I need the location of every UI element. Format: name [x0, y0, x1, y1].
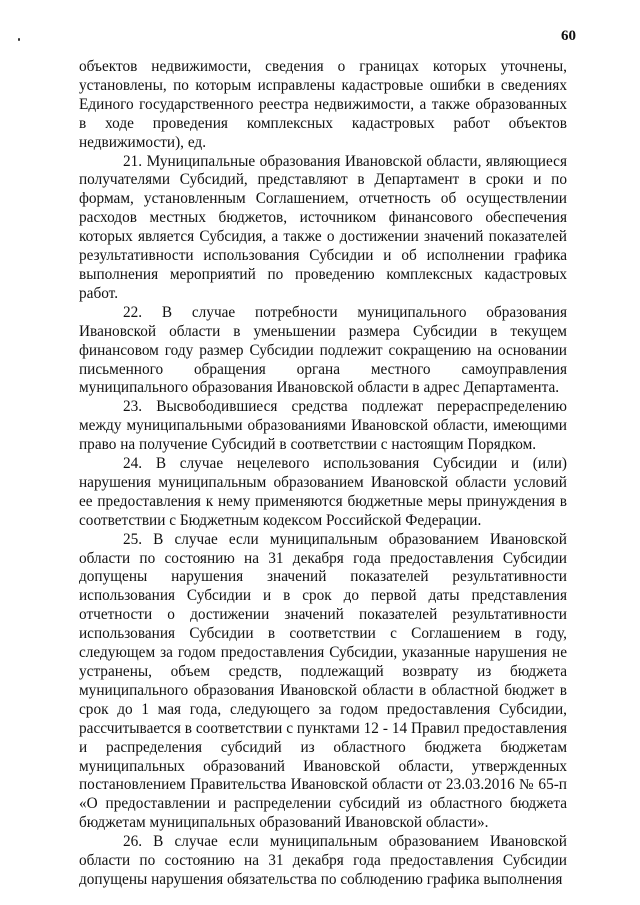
paragraph-21: 21. Муниципальные образования Ивановской области, являющиеся получателями Субсидий, представляют в Департамент в сроки и по формам, установленным Соглашением, отчетность об осуществлении расходов местных бюджетов, источником финансового обеспечения которых является Субсидия, а также о достижении значений показателей результативности использования Субсидии и об исполнении графика выполнения мероприятий по проведению комплексных кадастровых работ. [79, 152, 567, 302]
paragraph-25: 25. В случае если муниципальным образованием Ивановской области по состоянию на 31 декабря года предоставления Субсидии допущены нарушения значений показателей результативности использования Субсидии и в срок до первой даты представления отчетности о достижении значений показателей результативности использования Субсидии в соответствии с Соглашением в году, следующем за годом предоставления Субсидии, указанные нарушения не устранены, объем средств, подлежащий возврату из бюджета муниципального образования Ивановской области в областной бюджет в срок до 1 мая года, следующего за годом предоставления Субсидии, рассчитывается в соответствии с пунктами 12 - 14 Правил предоставления и распределения субсидий из областного бюджета бюджетам муниципальных образований Ивановской области, утвержденных постановлением Правительства Ивановской области от 23.03.2016 № 65-п «О предоставлении и распределении субсидий из областного бюджета бюджетам муниципальных образований Ивановской области». [79, 530, 567, 832]
paragraph-continuation: объектов недвижимости, сведения о границах которых уточнены, установлены, по которым исправлены кадастровые ошибки в сведениях Единого государственного реестра недвижимости, а также образованных в ходе проведения комплексных кадастровых работ объектов недвижимости), ед. [79, 58, 567, 151]
page-number: 60 [561, 28, 576, 44]
paragraph-24: 24. В случае нецелевого использования Субсидии и (или) нарушения муниципальным образованием Ивановской области условий ее предоставления к нему применяются бюджетные меры принуждения в соответствии с Бюджетным кодексом Российской Федерации. [79, 455, 567, 529]
scan-speck [18, 38, 20, 41]
paragraph-26: 26. В случае если муниципальным образованием Ивановской области по состоянию на 31 декабря года предоставления Субсидии допущены нарушения обязательства по соблюдению графика выполнения [79, 833, 567, 888]
paragraph-23: 23. Высвободившиеся средства подлежат перераспределению между муниципальными образованиями Ивановской области, имеющими право на получение Субсидий в соответствии с настоящим Порядком. [79, 398, 567, 454]
document-body [79, 58, 567, 890]
paragraph-22: 22. В случае потребности муниципального образования Ивановской области в уменьшении размера Субсидии в текущем финансовом году размер Субсидии подлежит сокращению на основании письменного обращения органа местного самоуправления муниципального образования Ивановской области в адрес Департамента. [79, 303, 567, 397]
